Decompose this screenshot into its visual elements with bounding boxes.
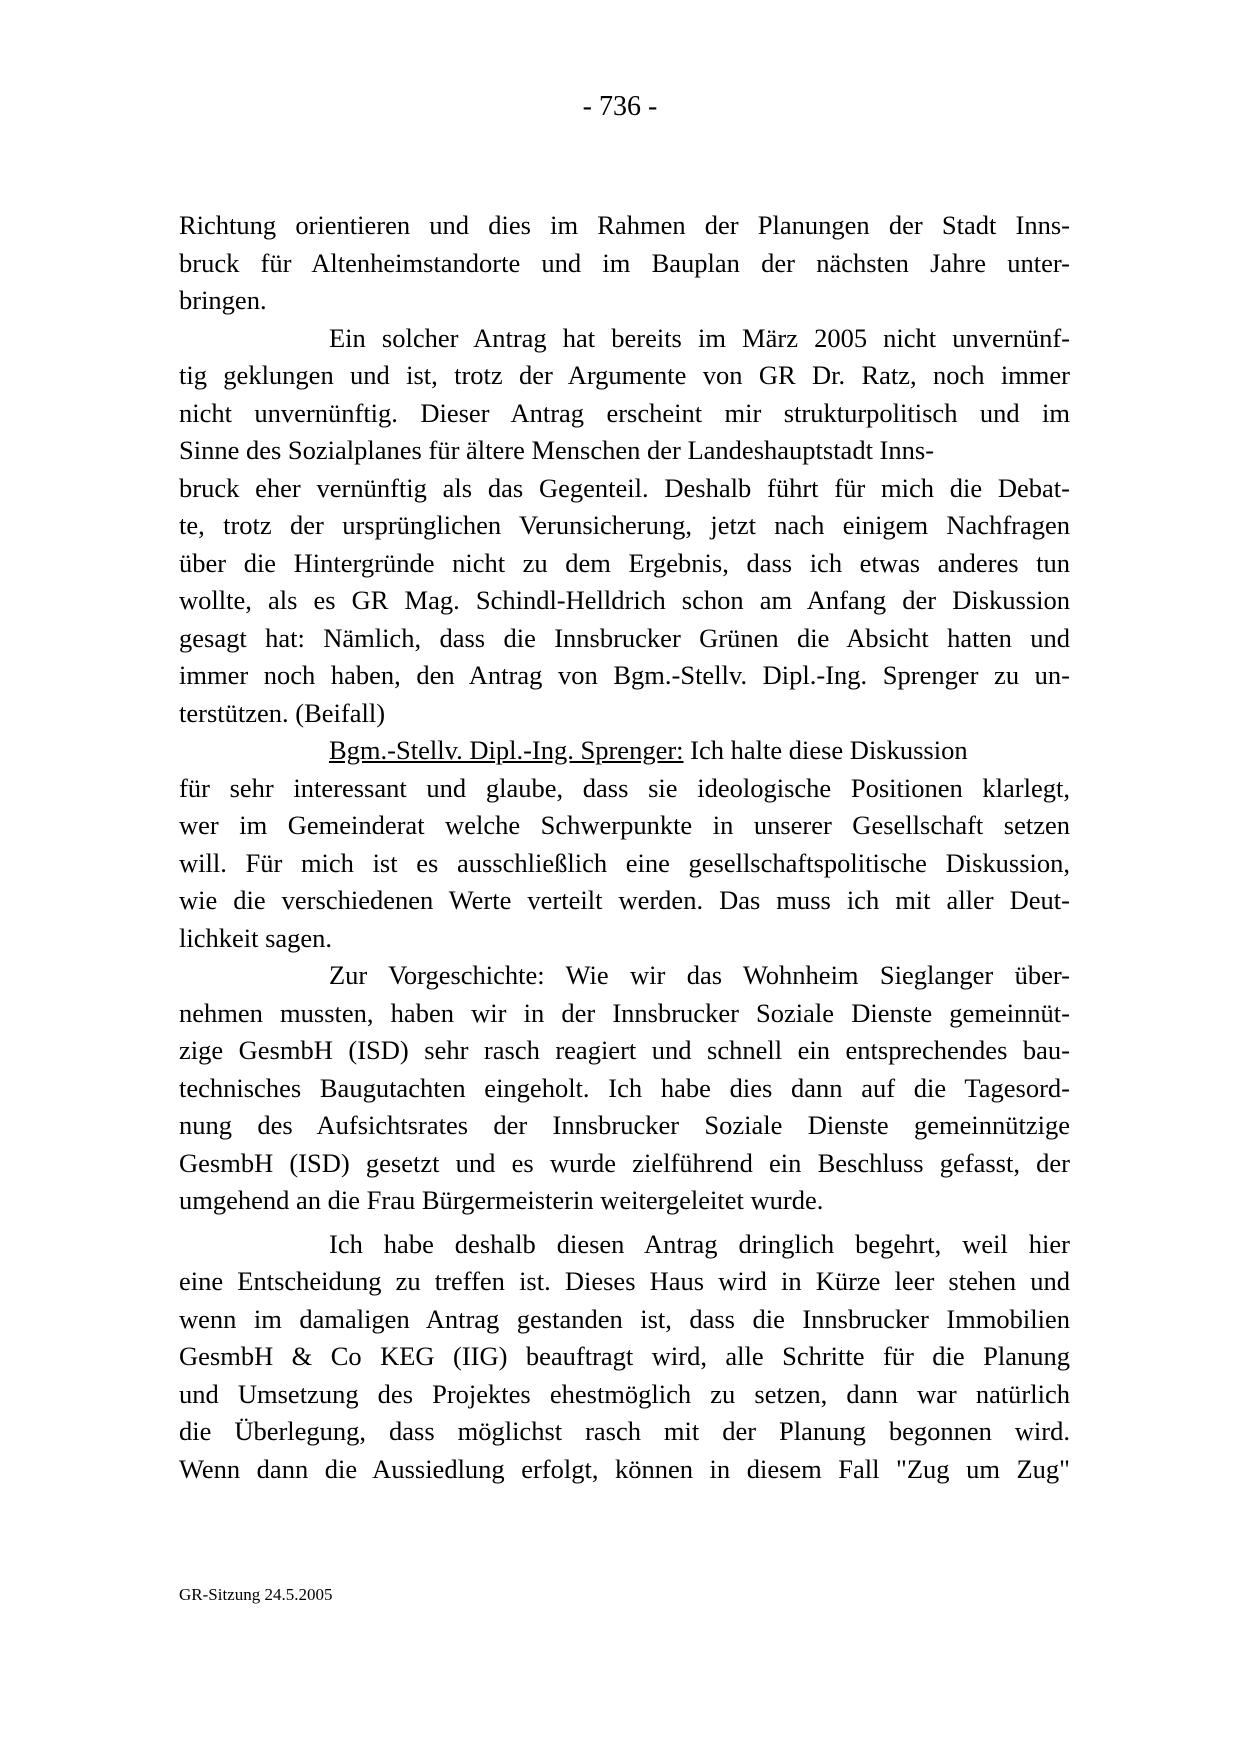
document-body [179,207,1070,1488]
text-line: nung des Aufsichtsrates der Innsbrucker Soziale Dienste gemeinnützige [179,1110,1070,1140]
text-line: lichkeit sagen. [179,922,333,953]
text-line: und Umsetzung des Projektes ehestmöglich zu setzen, dann war natürlich [179,1378,1070,1409]
text-line: die Überlegung, dass möglichst rasch mit der Planung begonnen wird. [179,1416,1070,1446]
text-line: eine Entscheidung zu treffen ist. Dieses Haus wird in Kürze leer stehen und [179,1266,1070,1296]
text-line: GesmbH (ISD) gesetzt und es wurde zielführend ein Beschluss gefasst, der [179,1147,1070,1178]
text-line: will. Für mich ist es ausschließlich eine gesellschaftspolitische Diskussion, [179,847,1070,878]
text-line: te, trotz der ursprünglichen Verunsicherung, jetzt nach einigem Nachfragen [179,510,1070,540]
speaker-line-text: Ich halte diese Diskussion [690,735,968,765]
text-line: bruck für Altenheimstandorte und im Bauplan der nächsten Jahre unter- [179,247,1070,278]
text-line: wollte, als es GR Mag. Schindl-Helldrich schon am Anfang der Diskussion [179,585,1070,615]
text-line: immer noch haben, den Antrag von Bgm.-Stellv. Dipl.-Ing. Sprenger zu un- [179,660,1070,690]
text-line: Wenn dann die Aussiedlung erfolgt, können in diesem Fall "Zug um Zug" [179,1453,1070,1484]
text-line: GesmbH & Co KEG (IIG) beauftragt wird, alle Schritte für die Planung [179,1341,1070,1371]
page-number: - 736 - [582,91,658,122]
text-line: umgehend an die Frau Bürgermeisterin weitergeleitet wurde. [179,1185,824,1215]
text-line: Ich habe deshalb diesen Antrag dringlich begehrt, weil hier [329,1228,1070,1259]
text-line: Richtung orientieren und dies im Rahmen der Planungen der Stadt Inns- [179,210,1070,240]
text-line: nehmen mussten, haben wir in der Innsbrucker Soziale Dienste gemeinnüt- [179,997,1070,1028]
text-line: für sehr interessant und glaube, dass sie ideologische Positionen klarlegt, [179,772,1070,803]
text-line: wer im Gemeinderat welche Schwerpunkte in unserer Gesellschaft setzen [179,810,1070,840]
text-line: Sinne des Sozialplanes für ältere Menschen der Landeshauptstadt Inns- [179,435,935,465]
text-line: technisches Baugutachten eingeholt. Ich habe dies dann auf die Tagesord- [179,1072,1070,1103]
text-line: nicht unvernünftig. Dieser Antrag erscheint mir strukturpolitisch und im [179,397,1070,428]
text-line: Zur Vorgeschichte: Wie wir das Wohnheim Sieglanger über- [329,960,1070,990]
speaker-name: Bgm.-Stellv. Dipl.-Ing. Sprenger: [329,735,684,765]
text-line: Ein solcher Antrag hat bereits im März 2005 nicht unvernünf- [329,322,1070,353]
text-line: terstützen. (Beifall) [179,697,386,728]
text-line: tig geklungen und ist, trotz der Argumente von GR Dr. Ratz, noch immer [179,360,1070,390]
text-line: bruck eher vernünftig als das Gegenteil. Deshalb führt für mich die Debat- [179,472,1070,503]
text-line: wie die verschiedenen Werte verteilt werden. Das muss ich mit aller Deut- [179,885,1070,915]
text-line: wenn im damaligen Antrag gestanden ist, dass die Innsbrucker Immobilien [179,1303,1070,1334]
text-line: bringen. [179,285,267,315]
text-line: gesagt hat: Nämlich, dass die Innsbrucker Grünen die Absicht hatten und [179,622,1070,653]
text-line: zige GesmbH (ISD) sehr rasch reagiert und schnell ein entsprechendes bau- [179,1035,1070,1065]
speaker-line [179,732,1070,770]
text-line: über die Hintergründe nicht zu dem Ergebnis, dass ich etwas anderes tun [179,547,1070,578]
footer-session-date: GR-Sitzung 24.5.2005 [179,1585,333,1604]
